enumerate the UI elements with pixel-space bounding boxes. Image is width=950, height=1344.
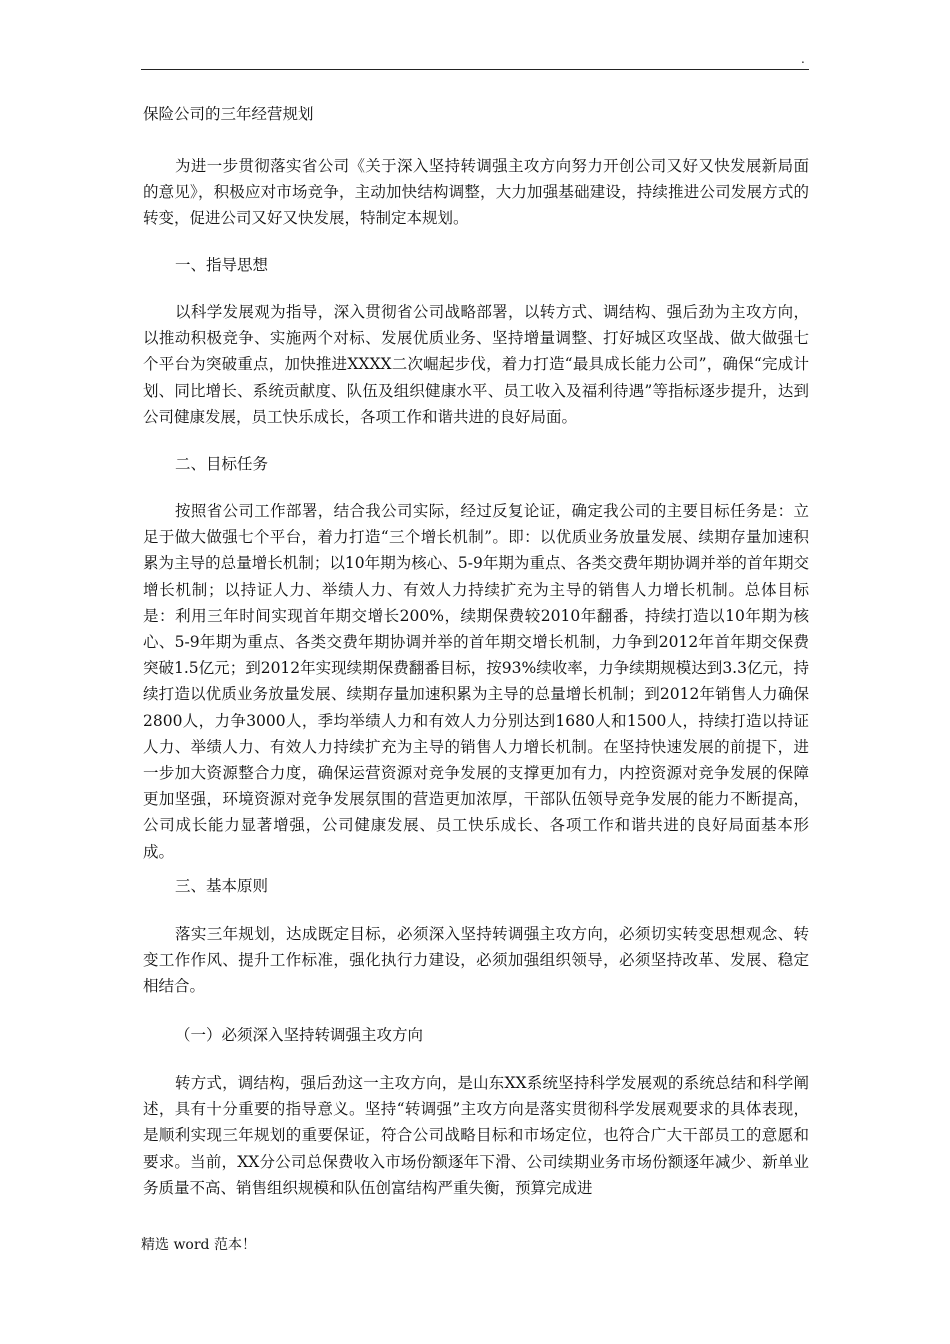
section-heading-principles: 三、基本原则 [175,877,269,895]
intro-paragraph: 为进一步贯彻落实省公司《关于深入坚持转调强主攻方向努力开创公司又好又快发展新局面的意见》，积极应对市场竞争，主动加快结构调整，大力加强基础建设，持续推进公司发展方式的转变，促进公司又好又快发展，特制定本规划。 [143,157,809,228]
section-heading-guiding-thought: 一、指导思想 [175,256,269,274]
page-footer: 精选 word 范本！ [141,1237,256,1253]
header-rule [141,69,809,70]
document-title: 保险公司的三年经营规划 [143,105,314,123]
header-mark: . [801,52,805,66]
section-heading-goals: 二、目标任务 [175,455,269,473]
subsection-body-direction: 转方式，调结构，强后劲这一主攻方向，是山东XX系统坚持科学发展观的系统总结和科学阐述，具有十分重要的指导意义。坚持“转调强”主攻方向是落实贯彻科学发展观要求的具体表现，是顺利实现三年规划的重要保证，符合公司战略目标和市场定位，也符合广大干部员工的意愿和要求。当前，XX分公司总保费收入市场份额逐年下滑、公司续期业务市场份额逐年减少、新单业务质量不高、销售组织规模和队伍创富结构严重失衡，预算完成进 [143,1074,809,1197]
section-body-principles: 落实三年规划，达成既定目标，必须深入坚持转调强主攻方向，必须切实转变思想观念、转变工作作风、提升工作标准，强化执行力建设，必须加强组织领导，必须坚持改革、发展、稳定相结合。 [143,925,809,996]
subsection-heading-direction: （一）必须深入坚持转调强主攻方向 [175,1026,424,1044]
section-body-goals: 按照省公司工作部署，结合我公司实际，经过反复论证，确定我公司的主要目标任务是：立足于做大做强七个平台，着力打造“三个增长机制”。即：以优质业务放量发展、续期存量加速积累为主导的总量增长机制；以10年期为核心、5-9年期为重点、各类交费年期协调并举的首年期交增长机制；以持证人力、举绩人力、有效人力持续扩充为主导的销售人力增长机制。总体目标是：利用三年时间实现首年期交增长200%，续期保费较2010年翻番，持续打造以10年期为核心、5-9年期为重点、各类交费年期协调并举的首年期交增长机制，力争到2012年首年期交保费突破1.5亿元；到2012年实现续期保费翻番目标，按93%续收率，力争续期规模达到3.3亿元，持续打造以优质业务放量发展、续期存量加速积累为主导的总量增长机制；到2012年销售人力确保2800人，力争3000人，季均举绩人力和有效人力分别达到1680人和1500人，持续打造以持证人力、举绩人力、有效人力持续扩充为主导的销售人力增长机制。在坚持快速发展的前提下，进一步加大资源整合力度，确保运营资源对竞争发展的支撑更加有力，内控资源对竞争发展的保障更加坚强，环境资源对竞争发展氛围的营造更加浓厚，干部队伍领导竞争发展的能力不断提高，公司成长能力显著增强，公司健康发展、员工快乐成长、各项工作和谐共进的良好局面基本形成。 [143,502,809,861]
section-body-guiding-thought: 以科学发展观为指导，深入贯彻省公司战略部署，以转方式、调结构、强后劲为主攻方向，以推动积极竞争、实施两个对标、发展优质业务、坚持增量调整、打好城区攻坚战、做大做强七个平台为突破重点，加快推进XXXX二次崛起步伐，着力打造“最具成长能力公司”，确保“完成计划、同比增长、系统贡献度、队伍及组织健康水平、员工收入及福利待遇”等指标逐步提升，达到公司健康发展，员工快乐成长，各项工作和谐共进的良好局面。 [143,303,809,426]
